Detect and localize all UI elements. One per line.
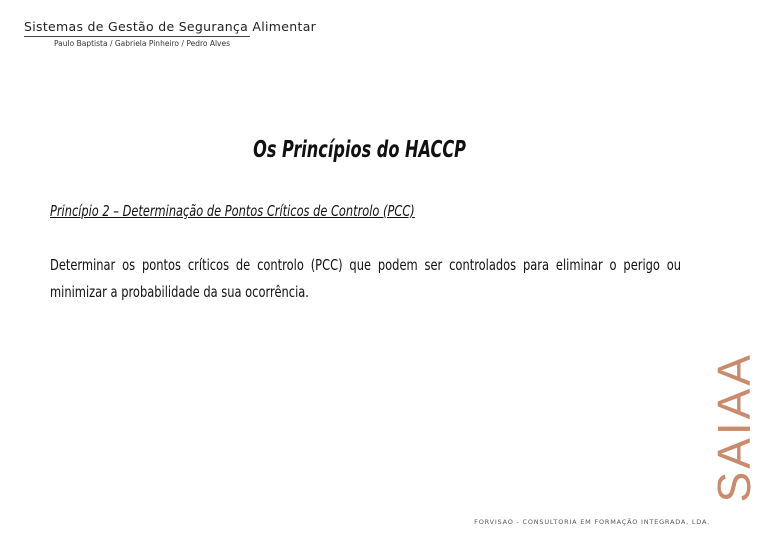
- header-authors: Paulo Baptista / Gabriela Pinheiro / Pedro Alves: [54, 39, 231, 48]
- saiaa-logo: SAIAA: [708, 352, 760, 503]
- slide-title: Os Princípios do HACCP: [253, 137, 467, 163]
- header-title: Sistemas de Gestão de Segurança Alimentar: [24, 19, 317, 34]
- footer-company: FORVISAO - CONSULTORIA EM FORMAÇÃO INTEGRADA, LDA.: [474, 518, 710, 526]
- header-divider: [24, 36, 250, 37]
- principle-heading: Princípio 2 – Determinação de Pontos Críticos de Controlo (PCC): [50, 202, 415, 220]
- principle-description: Determinar os pontos críticos de controlo (PCC) que podem ser controlados para eliminar o perigo ou minimizar a probabilidade da sua ocorrência.: [50, 256, 682, 301]
